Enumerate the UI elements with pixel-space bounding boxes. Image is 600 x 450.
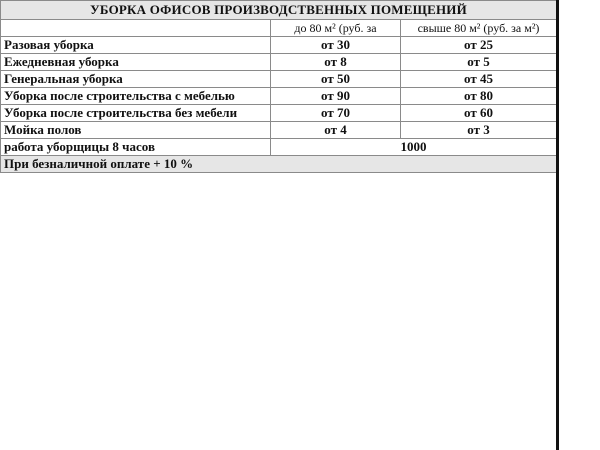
column-header-up-to-80: до 80 м² (руб. за <box>271 20 401 37</box>
cleaner-label: работа уборщицы 8 часов <box>1 139 271 156</box>
column-header-over-80: свыше 80 м² (руб. за м²) <box>401 20 557 37</box>
table-row <box>1 71 557 88</box>
column-header-empty <box>1 20 271 37</box>
price-up-to-80: от 70 <box>271 105 401 122</box>
price-over-80: от 5 <box>401 54 557 71</box>
note-row <box>1 156 557 173</box>
cleaner-row <box>1 139 557 156</box>
service-label: Разовая уборка <box>1 37 271 54</box>
cleaner-price: 1000 <box>271 139 557 156</box>
service-label: Генеральная уборка <box>1 71 271 88</box>
table-row <box>1 122 557 139</box>
price-up-to-80: от 8 <box>271 54 401 71</box>
service-label: Ежедневная уборка <box>1 54 271 71</box>
column-header-row <box>1 20 557 37</box>
price-over-80: от 25 <box>401 37 557 54</box>
price-up-to-80: от 90 <box>271 88 401 105</box>
price-up-to-80: от 4 <box>271 122 401 139</box>
service-label: Уборка после строительства без мебели <box>1 105 271 122</box>
table-row <box>1 37 557 54</box>
price-up-to-80: от 50 <box>271 71 401 88</box>
price-over-80: от 60 <box>401 105 557 122</box>
service-label: Мойка полов <box>1 122 271 139</box>
price-table <box>0 0 557 173</box>
price-over-80: от 80 <box>401 88 557 105</box>
table-row <box>1 88 557 105</box>
price-up-to-80: от 30 <box>271 37 401 54</box>
table-title: УБОРКА ОФИСОВ ПРОИЗВОДСТВЕННЫХ ПОМЕЩЕНИЙ <box>1 1 557 20</box>
price-over-80: от 45 <box>401 71 557 88</box>
cashless-note: При безналичной оплате + 10 % <box>1 156 557 173</box>
right-edge-line <box>556 0 559 450</box>
price-over-80: от 3 <box>401 122 557 139</box>
service-label: Уборка после строительства с мебелью <box>1 88 271 105</box>
table-row <box>1 54 557 71</box>
table-title-row <box>1 1 557 20</box>
table-row <box>1 105 557 122</box>
